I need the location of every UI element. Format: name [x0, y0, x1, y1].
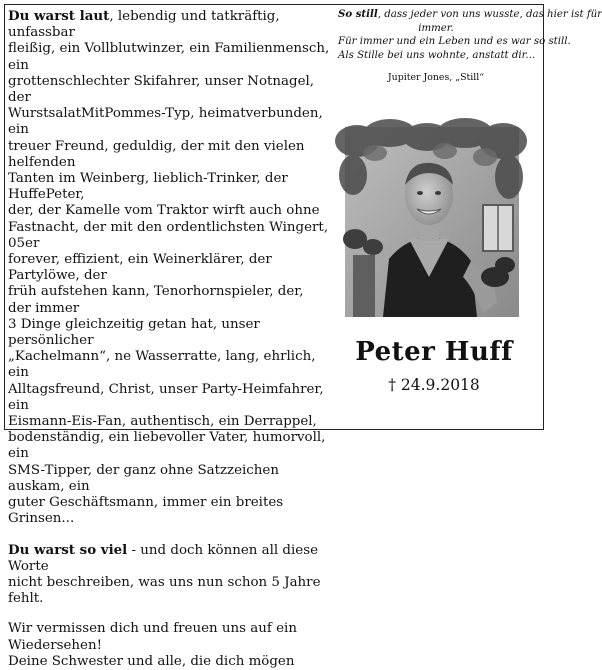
- paragraph-gap: [8, 607, 330, 621]
- intro-lead: Du warst laut: [8, 8, 110, 24]
- intro-line: 3 Dinge gleichzeitig getan hat, unser persönlicher: [8, 316, 260, 349]
- intro-line: Alltagsfreund, Christ, unser Party-Heimfahrer, ein: [8, 381, 324, 413]
- second-line-1: Du warst so viel - und doch können all diese Worte: [8, 541, 319, 574]
- song-quote: So still, dass jeder von uns wusste, das hier ist für immer. Für immer und ein Leben und es war so still. Als Stille bei uns wohnte, anstatt dir...: [338, 8, 602, 61]
- intro-line: WurstsalatMitPommes-Typ, heimatverbunden, ein: [8, 106, 323, 138]
- intro-line: treuer Freund, geduldig, der mit den vielen helfenden: [8, 138, 305, 170]
- closing-line: Wiedersehen!: [8, 637, 102, 653]
- quote-lead: So still: [338, 8, 378, 20]
- deceased-name: Peter Huff: [355, 337, 513, 367]
- death-date: † 24.9.2018: [388, 376, 480, 394]
- intro-line: SMS-Tipper, der ganz ohne Satzzeichen auskam, ein: [8, 462, 279, 494]
- tribute-text: [8, 8, 330, 670]
- second-line: nicht beschreiben, was uns nun schon 5 Jahre fehlt.: [8, 574, 321, 607]
- second-lead: Du warst so viel: [8, 541, 128, 558]
- intro-line: bodenständig, ein liebevoller Vater, humorvoll, ein: [8, 430, 326, 462]
- intro-line: „Kachelmann“, ne Wasserratte, lang, ehrlich, ein: [8, 349, 316, 381]
- intro-line: der, der Kamelle vom Traktor wirft auch ohne: [8, 203, 320, 219]
- intro-line: Fastnacht, der mit den ordentlichsten Wingert, 05er: [8, 219, 329, 251]
- paragraph-gap: [8, 528, 330, 542]
- intro-line: fleißig, ein Vollblutwinzer, ein Familienmensch, ein: [8, 41, 330, 73]
- intro-line: Tanten im Weinberg, lieblich-Trinker, der HuffePeter,: [8, 171, 288, 203]
- intro-line: Eismann-Eis-Fan, authentisch, ein Derrappel,: [8, 414, 317, 430]
- intro-line: guter Geschäftsmann, immer ein breites Grinsen...: [8, 495, 284, 527]
- intro-line: forever, effizient, ein Weinerklärer, der Partylöwe, der: [8, 252, 272, 284]
- intro-line-1: Du warst laut, lebendig und tatkräftig, unfassbar: [8, 8, 280, 41]
- closing-line: Deine Schwester und alle, die dich mögen: [8, 653, 295, 669]
- portrait-photo: [345, 127, 519, 317]
- quote-block: [338, 8, 602, 84]
- intro-line: grottenschlechter Skifahrer, unser Notnagel, der: [8, 73, 315, 106]
- intro-line: früh aufstehen kann, Tenorhornspieler, der, der immer: [8, 284, 304, 316]
- closing-line: Wir vermissen dich und freuen uns auf ein: [8, 621, 297, 637]
- quote-attribution: Jupiter Jones, „Still“: [387, 72, 485, 84]
